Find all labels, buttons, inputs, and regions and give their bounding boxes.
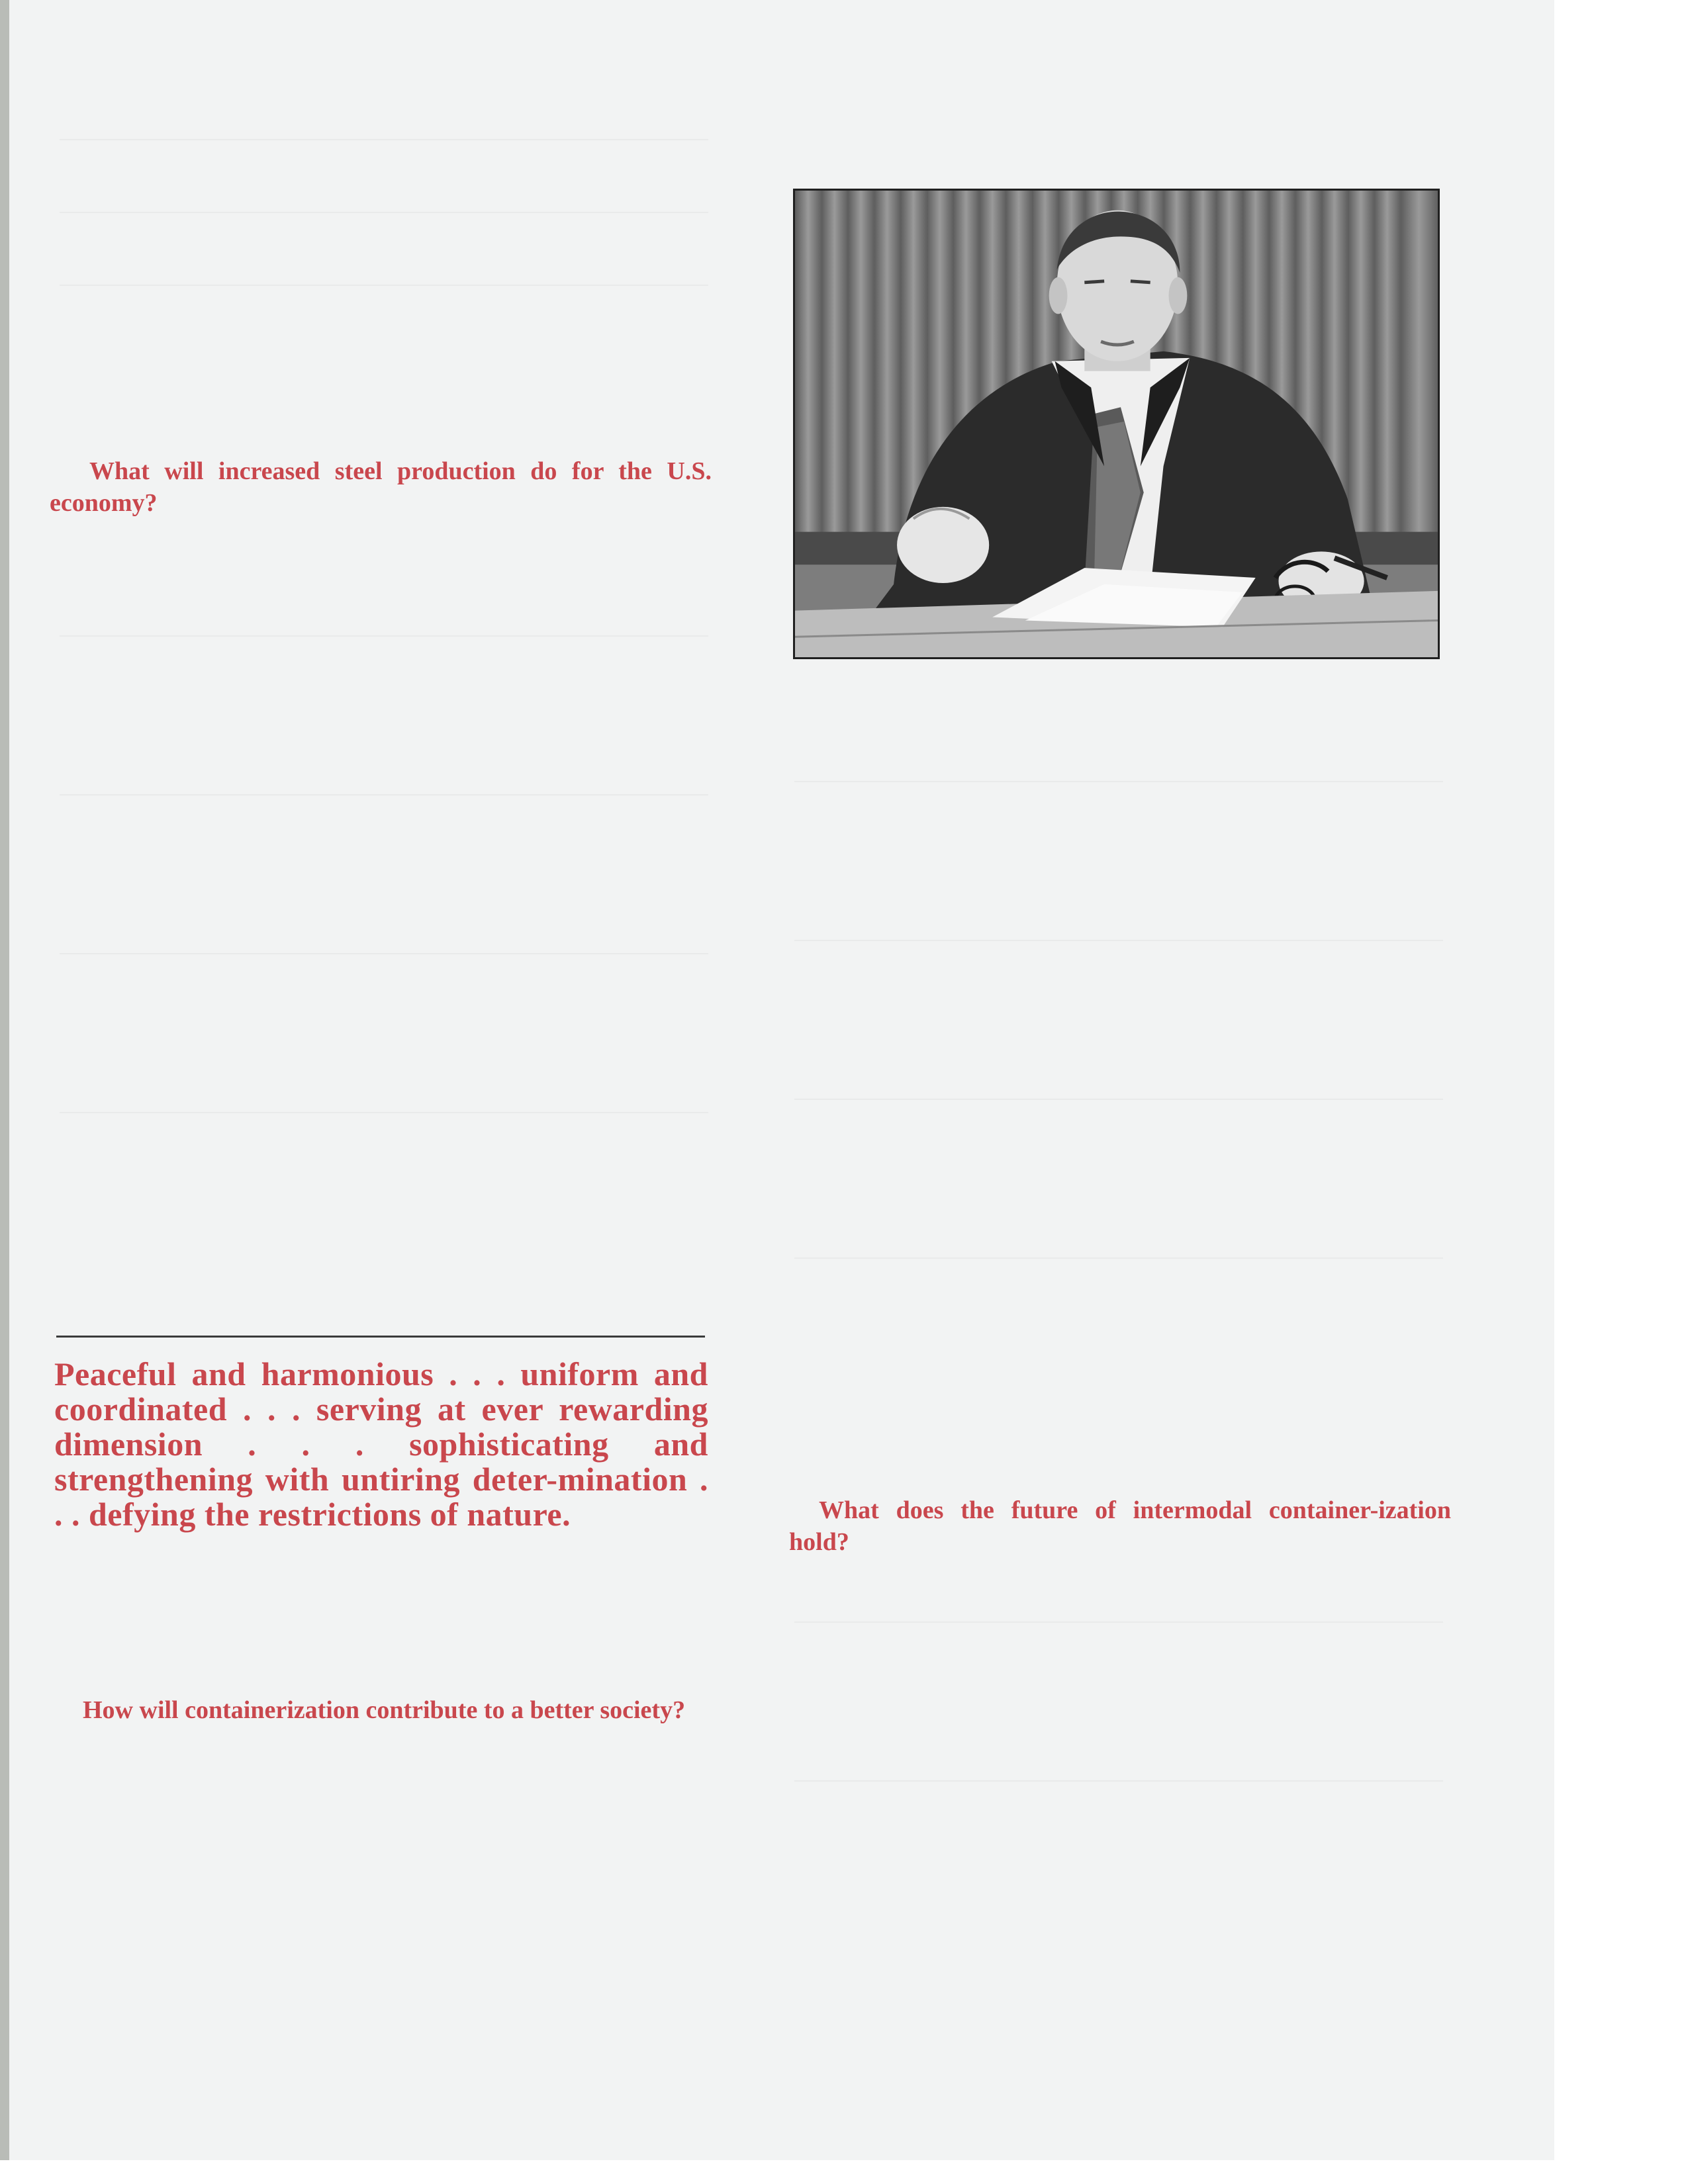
show-through-line: [60, 139, 708, 140]
show-through-line: [794, 1099, 1443, 1100]
show-through-line: [60, 285, 708, 286]
show-through-line: [60, 635, 708, 637]
question-better-society: How will containerization contribute to a better society?: [83, 1696, 686, 1724]
show-through-line: [794, 1257, 1443, 1259]
question-intermodal-future: What does the future of intermodal container-ization hold?: [789, 1496, 1451, 1556]
show-through-line: [60, 794, 708, 796]
show-through-line: [794, 781, 1443, 782]
executive-at-desk-photo: [793, 189, 1440, 659]
show-through-line: [60, 1112, 708, 1113]
show-through-line: [794, 940, 1443, 941]
horizontal-rule: [56, 1336, 705, 1338]
photo-illustration: [795, 191, 1438, 657]
show-through-line: [60, 953, 708, 954]
show-through-line: [60, 212, 708, 213]
pull-quote: Peaceful and harmonious . . . uniform and coordinated . . . serving at ever rewarding dimension . . . sophisticating and strengthening with untiring deter-mination . . . defying the restrictions of nature.: [54, 1355, 708, 1533]
show-through-line: [794, 1621, 1443, 1623]
binding-edge: [0, 0, 9, 2160]
question-steel-production: What will increased steel production do for the U.S. economy?: [50, 457, 712, 517]
show-through-line: [794, 1780, 1443, 1782]
